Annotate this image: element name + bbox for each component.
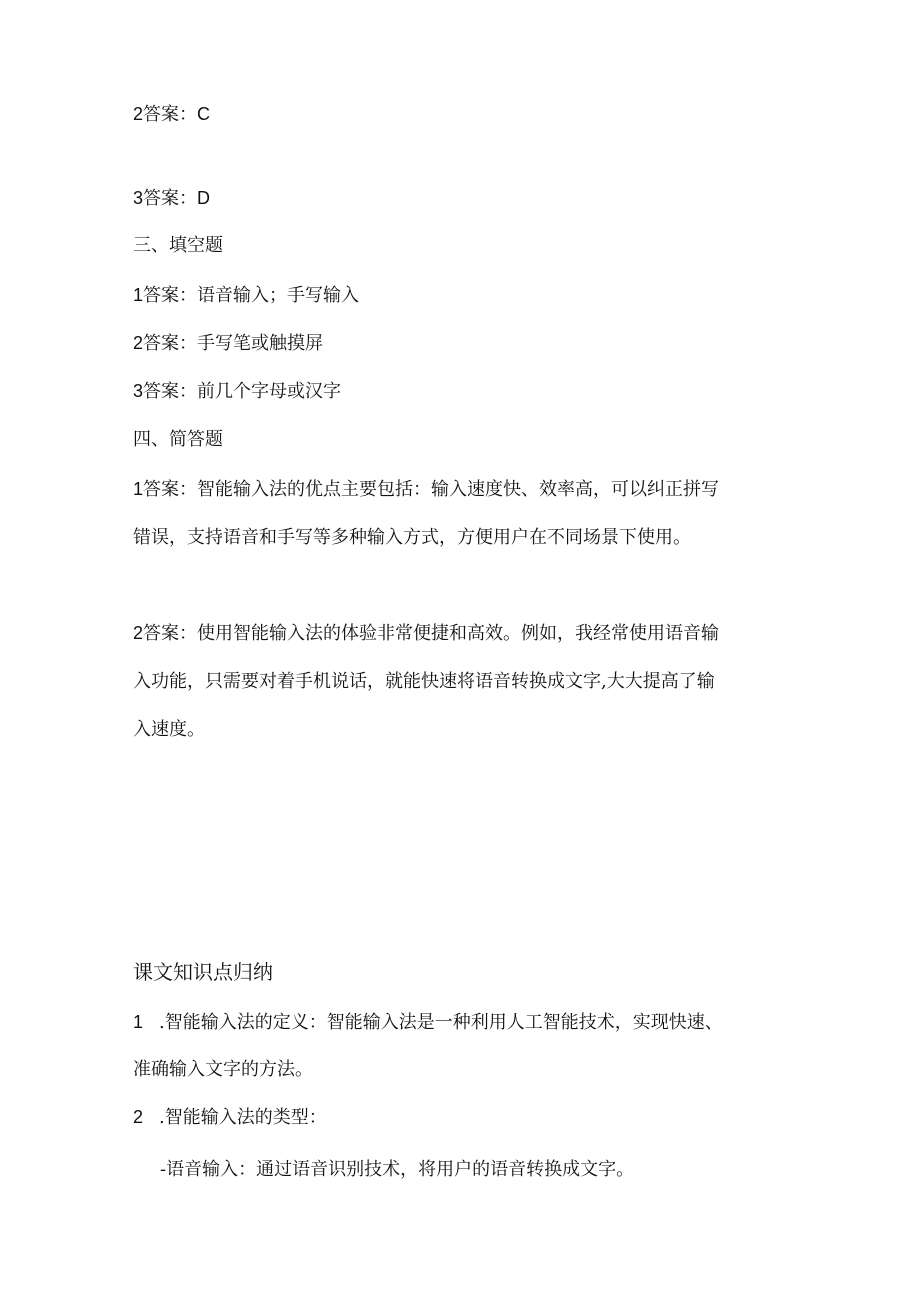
answer-number: 2 [133,623,144,643]
knowledge-sub-item-voice: -语音输入：通过语音识别技术，将用户的语音转换成文字。 [160,1159,635,1180]
knowledge-item-1-line2: 准确输入文字的方法。 [133,1059,313,1080]
answer-text: 答案：语音输入；手写输入 [143,285,360,306]
short-answer-2-line3: 入速度。 [133,719,205,740]
answer-number: 1 [133,285,144,305]
answer-number: 2 [133,333,144,353]
answer-2-choice [133,102,210,127]
fill-answer-2 [133,331,323,356]
fill-answer-3 [133,379,341,404]
answer-text: 答案：使用智能输入法的体验非常便捷和高效。例如，我经常使用语音输 [143,623,720,644]
section-3-title: 三、填空题 [133,235,223,256]
answer-value: C [197,104,211,124]
short-answer-1-line2: 错误，支持语音和手写等多种输入方式，方便用户在不同场景下使用。 [133,527,691,548]
item-text: .智能输入法的类型： [159,1107,327,1128]
short-answer-2-line1 [133,621,719,646]
answer-number: 3 [133,188,144,208]
section-4-title: 四、简答题 [133,429,223,450]
answer-text: 答案：智能输入法的优点主要包括：输入速度快、效率高，可以纠正拼写 [143,479,720,500]
answer-number: 1 [133,479,144,499]
answer-label: 答案： [143,188,198,209]
item-text: .智能输入法的定义：智能输入法是一种利用人工智能技术，实现快速、 [159,1012,723,1033]
fill-answer-1 [133,283,359,308]
knowledge-item-2-line1 [133,1105,327,1130]
knowledge-title: 课文知识点归纳 [133,960,273,984]
answer-value: D [197,188,211,208]
knowledge-item-1-line1 [133,1010,723,1035]
item-number: 1 [133,1012,144,1032]
answer-text: 答案：手写笔或触摸屏 [143,333,324,354]
short-answer-2-line2: 入功能，只需要对着手机说话，就能快速将语音转换成文字,大大提高了输 [133,671,715,692]
answer-3-choice [133,186,210,211]
answer-label: 答案： [143,104,198,125]
answer-text: 答案：前几个字母或汉字 [143,381,342,402]
item-number: 2 [133,1107,144,1127]
answer-number: 2 [133,104,144,124]
short-answer-1-line1 [133,477,719,502]
answer-number: 3 [133,381,144,401]
